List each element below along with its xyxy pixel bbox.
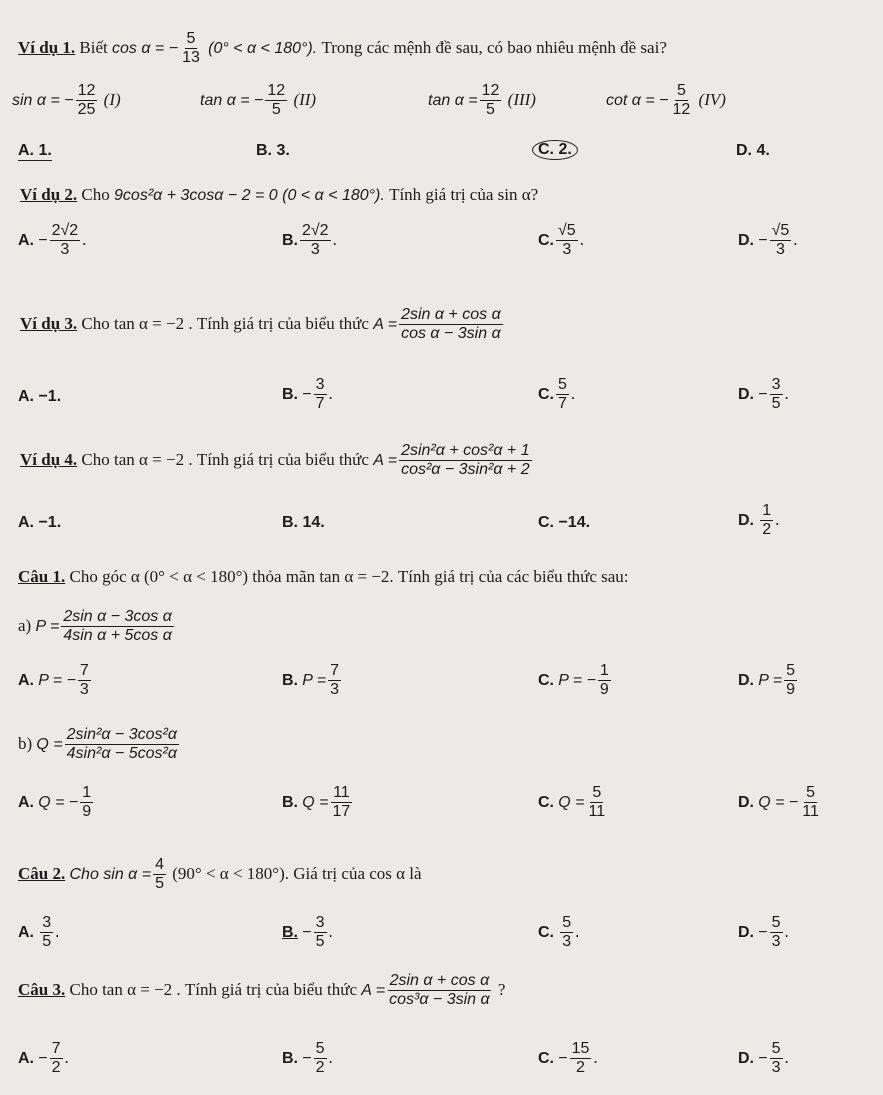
q1b-option-d <box>738 784 823 822</box>
ex4-stem <box>20 442 534 480</box>
ex1-option-a <box>18 142 52 161</box>
ex1-s4-den: 12 <box>672 101 691 119</box>
q1b-option-b <box>282 784 354 822</box>
ex2-stem-a: Cho <box>81 185 110 204</box>
q1b-expr-lead: Q = <box>36 735 63 753</box>
ex3-option-d-num: 3 <box>770 376 783 395</box>
q1a-expr-lead: P = <box>35 617 60 635</box>
q2-option-b-den: 5 <box>315 933 325 951</box>
ex1-s2-a: tan α = − <box>200 91 264 109</box>
ex1-s4-tag: (IV) <box>698 89 726 109</box>
q1a-option-a-den: 3 <box>79 681 89 699</box>
q3-option-a-sign: − <box>38 1049 48 1067</box>
q2-option-a-den: 5 <box>42 933 52 951</box>
q1-title: Câu 1. <box>18 567 66 586</box>
ex2-option-d: D. − $\frac{√5}{3}$ . <box>738 222 798 259</box>
q2-option-d: D. − $\frac{5}{3}$ . <box>738 914 789 951</box>
q1b-option-c-label: C. <box>538 793 554 811</box>
ex2-option-c-num: √5 <box>556 222 578 241</box>
q2-stem-b: (90° < α < 180°). Giá trị của cos α là <box>172 863 422 883</box>
ex2-option-a: A. − $\frac{2√2}{3}$ . <box>18 222 87 259</box>
q1a-option-b <box>282 662 343 700</box>
ex2-option-d-sign: − <box>758 231 768 249</box>
ex2-title: Ví dụ 2. <box>20 185 78 204</box>
q1a-label: a) <box>18 615 32 635</box>
q1b-option-b-num: 11 <box>331 784 352 803</box>
q3-option-a-num: 7 <box>50 1040 63 1059</box>
ex2-option-c-label: C. <box>538 231 554 249</box>
q2-option-c-frac <box>560 914 573 952</box>
q1a-num: 2sin α − 3cos α <box>61 608 174 627</box>
q3-option-b-frac <box>314 1040 327 1078</box>
ex2-option-c-den: 3 <box>562 241 572 259</box>
q1a-option-a-frac <box>78 662 91 700</box>
q3-option-c-sign: − <box>558 1049 568 1067</box>
q1b-option-d-den: 11 <box>802 803 819 821</box>
ex1-stem-b: Trong các mệnh đề sau, có bao nhiêu mệnh đề sai? <box>321 37 667 57</box>
q1a-option-d-num: 5 <box>784 662 797 681</box>
ex3-expr-frac <box>399 306 503 344</box>
q3-option-d-den: 3 <box>771 1059 781 1077</box>
ex1-s2-tag: (II) <box>293 89 317 109</box>
ex3-option-c-frac <box>556 376 569 414</box>
ex1-given-num: 5 <box>185 30 198 49</box>
ex3-option-d-sign: − <box>758 385 768 403</box>
q2-num: 4 <box>153 856 166 875</box>
ex1-given-frac <box>180 30 202 68</box>
ex1-option-d: D. 4. <box>736 142 770 159</box>
ex1-s1-den: 25 <box>77 101 96 119</box>
ex3-option-c-label: C. <box>538 385 554 403</box>
q2-stem-a: Cho sin α = <box>69 865 152 883</box>
q1a-option-b-den: 3 <box>330 681 340 699</box>
ex3-option-b-sign: − <box>302 385 312 403</box>
q2-option-c-label: C. <box>538 923 554 941</box>
q2-option-d-frac <box>770 914 783 952</box>
q1a-option-b-num: 7 <box>328 662 341 681</box>
ex3-option-d-den: 5 <box>771 395 781 413</box>
q2-option-d-sign: − <box>758 923 768 941</box>
ex1-range: (0° < α < 180°). <box>208 39 318 57</box>
q1b-option-a-frac <box>80 784 93 822</box>
q2-option-b-frac <box>314 914 327 952</box>
q1a-option-d-expr: P = <box>758 671 783 689</box>
ex2-option-c: C. $\frac{√5}{3}$ . <box>538 222 584 259</box>
q1a-option-c-frac <box>598 662 611 700</box>
ex1-s2-num: 12 <box>265 82 287 101</box>
q1-stem <box>18 568 629 587</box>
ex1-s1-a: sin α = − <box>12 91 74 109</box>
ex2-option-b-frac <box>300 222 331 260</box>
q3-option-c-den: 2 <box>576 1059 585 1077</box>
ex4-expr-num: 2sin²α + cos²α + 1 <box>399 442 532 461</box>
q2-option-b: B. − $\frac{3}{5}$ . <box>282 914 333 951</box>
ex1-stem-a: Biết <box>79 37 108 57</box>
ex1-given-den: 13 <box>182 49 200 67</box>
ex4-expr-a: A = <box>373 451 398 469</box>
q1a-option-c-expr: P = − <box>558 671 596 689</box>
ex4-option-d-num: 1 <box>760 502 773 521</box>
q1b-option-b-den: 17 <box>332 803 351 821</box>
q2-den: 5 <box>155 875 164 893</box>
ex4-option-a: A. −1. <box>18 514 62 531</box>
ex2-option-a-den: 3 <box>60 241 70 259</box>
ex2-option-b-label: B. <box>282 231 298 249</box>
ex1-stem <box>18 30 667 68</box>
q1a-option-c-num: 1 <box>598 662 611 681</box>
q2-option-d-num: 5 <box>770 914 783 933</box>
q3-option-b-sign: − <box>302 1049 312 1067</box>
q3-option-d-sign: − <box>758 1049 768 1067</box>
ex1-s3-frac <box>480 82 502 120</box>
ex4-stem-a: Cho tan α = −2 . Tính giá trị của biểu thức <box>81 449 369 469</box>
ex2-option-b-num: 2√2 <box>300 222 331 241</box>
ex1-s2 <box>200 82 316 120</box>
q2-option-a-num: 3 <box>40 914 53 933</box>
q2-option-b-sign: − <box>302 923 312 941</box>
q2-stem <box>18 856 422 894</box>
ex4-option-d-label: D. <box>738 511 754 529</box>
q1b-option-c <box>538 784 609 822</box>
ex3-expr-num: 2sin α + cos α <box>399 306 503 325</box>
ex2-equation: 9cos²α + 3cosα − 2 = 0 (0 < α < 180°). <box>114 187 385 204</box>
ex1-option-c <box>532 140 578 160</box>
q1b-option-d-frac <box>800 784 821 822</box>
ex1-s1 <box>12 82 121 120</box>
ex2-option-a-label: A. <box>18 231 34 249</box>
ex2-option-d-frac <box>770 222 792 260</box>
q2-option-c-num: 5 <box>560 914 573 933</box>
q1b-option-c-num: 5 <box>590 784 603 803</box>
q3-option-d: D. − $\frac{5}{3}$ . <box>738 1040 789 1077</box>
ex3-option-a: A. −1. <box>18 388 62 405</box>
q3-stem <box>18 972 505 1010</box>
ex3-expr-a: A = <box>373 315 398 333</box>
ex4-option-d: D. $\frac{1}{2}$ . <box>738 502 780 539</box>
q1a-option-a-expr: P = − <box>38 671 76 689</box>
q2-title: Câu 2. <box>18 863 66 883</box>
q1b-option-a-label: A. <box>18 793 34 811</box>
ex4-title: Ví dụ 4. <box>20 449 78 469</box>
q1b-option-c-expr: Q = <box>558 793 585 811</box>
ex1-s1-tag: (I) <box>103 89 121 109</box>
q2-option-a-label: A. <box>18 923 34 941</box>
q3-stem-a: Cho tan α = −2 . Tính giá trị của biểu thức <box>69 979 357 999</box>
ex1-s3-tag: (III) <box>507 89 536 109</box>
q1a-den: 4sin α + 5cos α <box>63 627 172 645</box>
ex3-option-c-den: 7 <box>558 395 567 413</box>
ex1-option-b: B. 3. <box>256 142 290 159</box>
q2-option-a: A. $\frac{3}{5}$ . <box>18 914 60 951</box>
q1b-num: 2sin²α − 3cos²α <box>65 726 179 745</box>
ex1-s2-den: 5 <box>271 101 281 119</box>
q1b-option-a-expr: Q = − <box>38 793 79 811</box>
ex2-option-b: B. $\frac{2√2}{3}$ . <box>282 222 337 259</box>
q1b-expr <box>18 726 181 764</box>
q1a-option-d-den: 9 <box>786 681 796 699</box>
q1-stem-text: Cho góc α (0° < α < 180°) thỏa mãn tan α = −2. Tính giá trị của các biểu thức sau: <box>69 567 629 586</box>
ex4-expr-frac <box>399 442 532 480</box>
q1b-frac <box>65 726 179 764</box>
q2-option-b-label: B. <box>282 923 298 941</box>
q3-option-d-num: 5 <box>770 1040 783 1059</box>
ex2-stem-b: Tính giá trị của sin α? <box>389 185 539 204</box>
ex4-option-d-frac <box>760 502 773 540</box>
q1b-option-d-label: D. <box>738 793 754 811</box>
q3-expr-frac <box>387 972 492 1010</box>
ex1-option-c-text: C. 2. <box>532 140 578 160</box>
ex2-option-b-den: 3 <box>310 241 320 259</box>
q2-option-d-den: 3 <box>771 933 781 951</box>
q3-option-d-frac <box>770 1040 783 1078</box>
q1a-option-c <box>538 662 613 700</box>
q1a-frac <box>61 608 174 646</box>
q3-option-b-num: 5 <box>314 1040 327 1059</box>
ex1-option-a-text: A. 1. <box>18 142 52 159</box>
q3-option-b: B. − $\frac{5}{2}$ . <box>282 1040 333 1077</box>
ex1-s2-frac <box>265 82 287 120</box>
q3-option-a-label: A. <box>18 1049 34 1067</box>
ex2-option-a-sign: − <box>38 231 48 249</box>
q3-option-b-den: 2 <box>315 1059 325 1077</box>
q1a-option-d-frac <box>784 662 797 700</box>
ex2-stem <box>20 186 538 205</box>
ex1-title: Ví dụ 1. <box>18 37 76 57</box>
q1a-option-b-expr: P = <box>302 671 327 689</box>
ex2-option-a-num: 2√2 <box>50 222 81 241</box>
q3-option-c-num: 15 <box>570 1040 592 1059</box>
ex4-expr-den: cos²α − 3sin²α + 2 <box>401 461 530 479</box>
q1b-option-c-den: 11 <box>588 803 606 821</box>
ex2-option-a-frac <box>50 222 81 260</box>
ex3-stem-a: Cho tan α = −2 . Tính giá trị của biểu thức <box>81 313 369 333</box>
q2-option-c-den: 3 <box>562 933 572 951</box>
ex3-option-b-frac <box>314 376 327 414</box>
ex4-option-d-den: 2 <box>762 521 772 539</box>
q1a-option-d <box>738 662 799 700</box>
q1b-option-b-label: B. <box>282 793 298 811</box>
ex3-option-c-num: 5 <box>556 376 569 395</box>
ex3-option-b-label: B. <box>282 385 298 403</box>
ex4-option-b: B. 14. <box>282 514 325 531</box>
q1b-label: b) <box>18 733 33 753</box>
ex1-s3 <box>428 82 536 120</box>
q1a-option-a-num: 7 <box>78 662 91 681</box>
ex1-given: cos α = − <box>112 39 179 57</box>
q1a-expr <box>18 608 176 646</box>
q3-expr-num: 2sin α + cos α <box>388 972 492 991</box>
q3-option-a: A. − $\frac{7}{2}$ . <box>18 1040 69 1077</box>
ex1-s4-a: cot α = − <box>606 91 669 109</box>
q3-option-a-frac <box>50 1040 63 1078</box>
q1b-option-b-frac <box>330 784 352 822</box>
q1b-option-a <box>18 784 95 822</box>
q3-option-a-den: 2 <box>51 1059 61 1077</box>
q1a-option-d-label: D. <box>738 671 754 689</box>
q3-option-c-frac <box>570 1040 592 1078</box>
q1a-option-a-label: A. <box>18 671 34 689</box>
q3-option-c: C. − $\frac{15}{2}$ . <box>538 1040 598 1077</box>
q1b-option-d-expr: Q = − <box>758 793 799 811</box>
q2-option-d-label: D. <box>738 923 754 941</box>
q1b-option-a-num: 1 <box>80 784 93 803</box>
q1a-option-c-den: 9 <box>599 681 609 699</box>
q1b-option-a-den: 9 <box>82 803 92 821</box>
q1a-option-b-label: B. <box>282 671 298 689</box>
q3-stem-b: ? <box>497 979 506 999</box>
q1a-option-c-label: C. <box>538 671 554 689</box>
ex3-option-b-den: 7 <box>315 395 325 413</box>
q3-option-b-label: B. <box>282 1049 298 1067</box>
ex1-s3-num: 12 <box>480 82 502 101</box>
ex4-option-c: C. −14. <box>538 514 591 531</box>
ex2-option-d-den: 3 <box>775 241 785 259</box>
ex3-option-b-num: 3 <box>314 376 327 395</box>
ex3-stem <box>20 306 505 344</box>
ex2-option-d-label: D. <box>738 231 754 249</box>
ex3-option-c: C. $\frac{5}{7}$ . <box>538 376 576 413</box>
q3-option-d-label: D. <box>738 1049 754 1067</box>
ex3-expr-den: cos α − 3sin α <box>401 325 501 343</box>
q3-title: Câu 3. <box>18 979 66 999</box>
q2-option-c: C. $\frac{5}{3}$ . <box>538 914 580 951</box>
ex2-option-c-frac <box>556 222 578 260</box>
q2-frac <box>153 856 166 894</box>
q3-expr-a: A = <box>361 981 386 999</box>
q1b-option-b-expr: Q = <box>302 793 329 811</box>
q1a-option-a <box>18 662 93 700</box>
q2-option-a-frac <box>40 914 53 952</box>
ex1-s4-frac <box>671 82 693 120</box>
ex3-option-d: D. − $\frac{3}{5}$ . <box>738 376 789 413</box>
ex1-s3-den: 5 <box>486 101 495 119</box>
ex2-option-d-num: √5 <box>770 222 792 241</box>
q1b-option-d-num: 5 <box>804 784 817 803</box>
ex3-option-d-frac <box>770 376 783 414</box>
q3-option-c-label: C. <box>538 1049 554 1067</box>
q2-option-b-num: 3 <box>314 914 327 933</box>
q1b-option-c-frac <box>586 784 607 822</box>
q1a-option-b-frac <box>328 662 341 700</box>
ex1-s4-num: 5 <box>675 82 688 101</box>
q1b-den: 4sin²α − 5cos²α <box>66 745 177 763</box>
ex1-s4 <box>606 82 726 120</box>
ex3-title: Ví dụ 3. <box>20 313 78 333</box>
ex1-s1-num: 12 <box>76 82 98 101</box>
ex3-option-b: B. − $\frac{3}{7}$ . <box>282 376 333 413</box>
q3-expr-den: cos³α − 3sin α <box>389 991 490 1009</box>
ex1-s3-a: tan α = <box>428 91 478 109</box>
ex1-s1-frac <box>76 82 98 120</box>
ex3-option-d-label: D. <box>738 385 754 403</box>
